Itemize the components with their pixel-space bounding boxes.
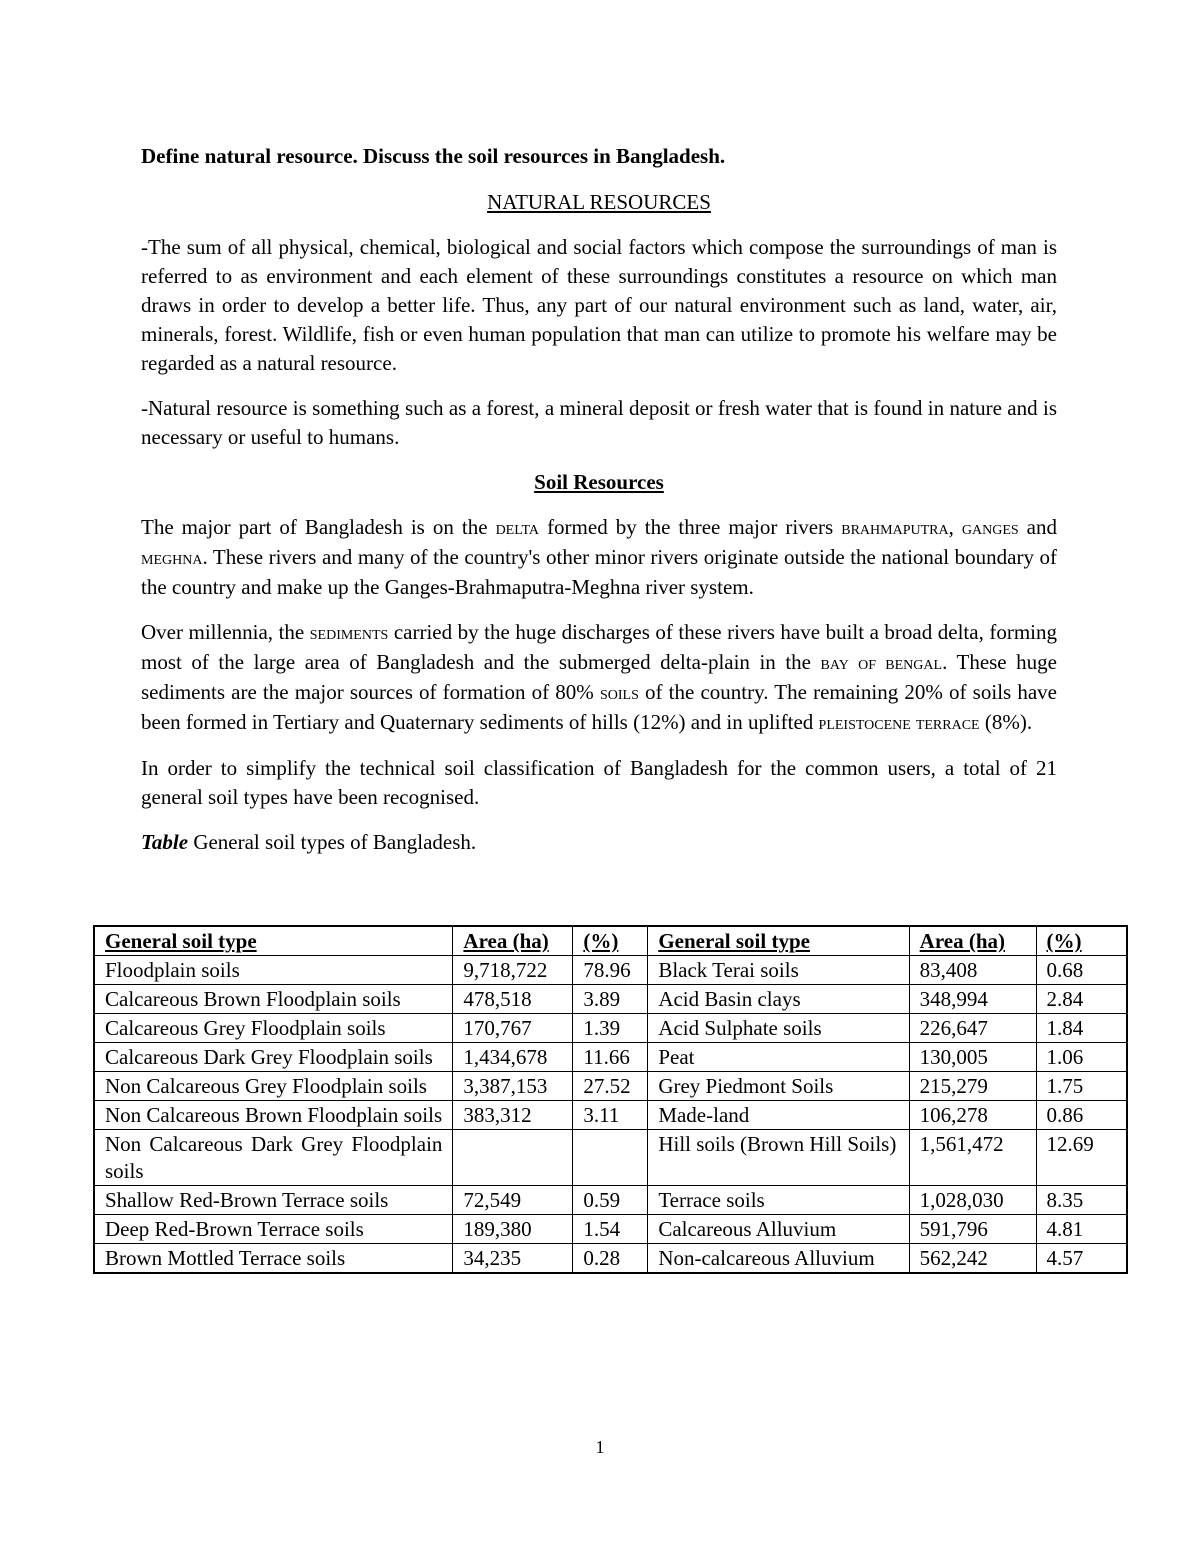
- cell-area-left: [453, 1130, 573, 1186]
- term-ganges: ganges: [961, 517, 1019, 539]
- cell-area-left: 189,380: [453, 1215, 573, 1244]
- cell-percent-left: 11.66: [573, 1043, 648, 1072]
- table-row: [94, 1186, 1127, 1215]
- cell-area-right: 226,647: [909, 1014, 1036, 1043]
- cell-area-left: 9,718,722: [453, 956, 573, 985]
- cell-percent-right: 1.84: [1036, 1014, 1127, 1043]
- paragraph-definition-2: -Natural resource is something such as a forest, a mineral deposit or fresh water that is found in nature and is necessary or useful to humans.: [141, 396, 1057, 449]
- cell-soil-type-left: Floodplain soils: [94, 956, 453, 985]
- cell-soil-type-right: Non-calcareous Alluvium: [648, 1244, 909, 1274]
- header-area-right: Area (ha): [909, 926, 1036, 956]
- paragraph-sediments: [141, 618, 1057, 738]
- cell-area-left: 383,312: [453, 1101, 573, 1130]
- cell-area-right: 1,561,472: [909, 1130, 1036, 1186]
- table-header-row: [94, 926, 1127, 956]
- cell-soil-type-left: Calcareous Grey Floodplain soils: [94, 1014, 453, 1043]
- cell-soil-type-right: Made-land: [648, 1101, 909, 1130]
- cell-area-right: 215,279: [909, 1072, 1036, 1101]
- cell-soil-type-right: Terrace soils: [648, 1186, 909, 1215]
- table-row: [94, 1014, 1127, 1043]
- paragraph-delta: [141, 513, 1057, 602]
- cell-percent-right: 12.69: [1036, 1130, 1127, 1186]
- cell-soil-type-left: Calcareous Dark Grey Floodplain soils: [94, 1043, 453, 1072]
- text-run: . These rivers and many of the country's other minor rivers originate outside the national boundary of the country and make up the Ganges-Brahmaputra-Meghna river system.: [141, 545, 1057, 599]
- cell-soil-type-right: Peat: [648, 1043, 909, 1072]
- cell-area-left: 34,235: [453, 1244, 573, 1274]
- cell-area-left: 170,767: [453, 1014, 573, 1043]
- cell-percent-left: [573, 1130, 648, 1186]
- table-row: [94, 1043, 1127, 1072]
- cell-soil-type-left: Non Calcareous Grey Floodplain soils: [94, 1072, 453, 1101]
- text-run: . These huge sediments are the major sources of formation of 80%: [141, 650, 1057, 704]
- header-soil-type-right: General soil type: [648, 926, 909, 956]
- term-bay-of-bengal: bay of bengal: [820, 652, 943, 674]
- paragraph-soil-types: In order to simplify the technical soil classification of Bangladesh for the common users, a total of 21 general soil types have been recognised.: [141, 756, 1057, 809]
- cell-percent-right: 1.75: [1036, 1072, 1127, 1101]
- cell-soil-type-left: Deep Red-Brown Terrace soils: [94, 1215, 453, 1244]
- cell-soil-type-left: Calcareous Brown Floodplain soils: [94, 985, 453, 1014]
- term-brahmaputra: brahmaputra: [841, 517, 949, 539]
- table-row: [94, 1072, 1127, 1101]
- term-sediments: sediments: [309, 622, 389, 644]
- table-caption-label: Table: [141, 830, 189, 854]
- cell-percent-left: 1.39: [573, 1014, 648, 1043]
- cell-soil-type-left: Non Calcareous Dark Grey Floodplain soils: [94, 1130, 453, 1186]
- cell-area-right: 83,408: [909, 956, 1036, 985]
- cell-area-left: 72,549: [453, 1186, 573, 1215]
- cell-percent-right: 1.06: [1036, 1043, 1127, 1072]
- text-run: carried by the huge discharges of these rivers have built a broad delta, forming most of the large area of Bangladesh and the submerged delta-plain in the: [141, 620, 1057, 674]
- table-row: [94, 985, 1127, 1014]
- table-row: [94, 1101, 1127, 1130]
- table-caption: [141, 828, 1057, 857]
- cell-percent-right: 8.35: [1036, 1186, 1127, 1215]
- table-row: [94, 1130, 1127, 1186]
- cell-percent-left: 1.54: [573, 1215, 648, 1244]
- text-run: (8%).: [979, 710, 1033, 734]
- table-caption-text: General soil types of Bangladesh.: [188, 830, 477, 854]
- document-body: [141, 142, 1057, 867]
- cell-percent-right: 2.84: [1036, 985, 1127, 1014]
- section-heading-natural-resources: NATURAL RESOURCES: [487, 190, 711, 214]
- text-run: Over millennia, the: [141, 620, 310, 644]
- cell-soil-type-right: Hill soils (Brown Hill Soils): [648, 1130, 909, 1186]
- soil-types-table: [93, 925, 1128, 1274]
- cell-percent-right: 0.86: [1036, 1101, 1127, 1130]
- cell-percent-left: 0.59: [573, 1186, 648, 1215]
- cell-percent-left: 78.96: [573, 956, 648, 985]
- cell-soil-type-right: Black Terai soils: [648, 956, 909, 985]
- term-meghna: meghna: [141, 547, 203, 569]
- cell-area-left: 478,518: [453, 985, 573, 1014]
- cell-soil-type-right: Acid Sulphate soils: [648, 1014, 909, 1043]
- cell-soil-type-right: Calcareous Alluvium: [648, 1215, 909, 1244]
- cell-area-left: 3,387,153: [453, 1072, 573, 1101]
- table-row: [94, 1244, 1127, 1274]
- page-number: 1: [595, 1437, 605, 1457]
- cell-area-right: 591,796: [909, 1215, 1036, 1244]
- text-run: The major part of Bangladesh is on the: [141, 515, 496, 539]
- cell-percent-left: 3.89: [573, 985, 648, 1014]
- text-run: formed by the three major rivers: [539, 515, 842, 539]
- table-row: [94, 956, 1127, 985]
- cell-area-right: 106,278: [909, 1101, 1036, 1130]
- header-area-left: Area (ha): [453, 926, 573, 956]
- cell-soil-type-right: Grey Piedmont Soils: [648, 1072, 909, 1101]
- term-soils: soils: [599, 682, 639, 704]
- cell-percent-left: 3.11: [573, 1101, 648, 1130]
- table-body: [94, 956, 1127, 1274]
- section-heading-soil-resources: Soil Resources: [534, 470, 664, 494]
- cell-area-right: 130,005: [909, 1043, 1036, 1072]
- header-soil-type-left: General soil type: [94, 926, 453, 956]
- cell-percent-left: 0.28: [573, 1244, 648, 1274]
- cell-percent-left: 27.52: [573, 1072, 648, 1101]
- text-run: ,: [948, 515, 962, 539]
- cell-area-left: 1,434,678: [453, 1043, 573, 1072]
- cell-percent-right: 4.81: [1036, 1215, 1127, 1244]
- cell-area-right: 562,242: [909, 1244, 1036, 1274]
- text-run: of the country. The remaining 20% of soils have been formed in Tertiary and Quaternary sediments of hills (12%) and in uplifted: [141, 680, 1057, 734]
- cell-area-right: 1,028,030: [909, 1186, 1036, 1215]
- cell-soil-type-right: Acid Basin clays: [648, 985, 909, 1014]
- cell-soil-type-left: Non Calcareous Brown Floodplain soils: [94, 1101, 453, 1130]
- paragraph-definition-1: -The sum of all physical, chemical, biological and social factors which compose the surroundings of man is referred to as environment and each element of these surroundings constitutes a resource on which man draws in order to develop a better life. Thus, any part of our natural environment such as land, water, air, minerals, forest. Wildlife, fish or even human population that man can utilize to promote his welfare may be regarded as a natural resource.: [141, 235, 1057, 375]
- cell-percent-right: 0.68: [1036, 956, 1127, 985]
- header-percent-right: (%): [1036, 926, 1127, 956]
- text-run: and: [1018, 515, 1057, 539]
- header-percent-left: (%): [573, 926, 648, 956]
- term-pleistocene-terrace: pleistocene terrace: [818, 712, 980, 734]
- cell-soil-type-left: Shallow Red-Brown Terrace soils: [94, 1186, 453, 1215]
- question-title: Define natural resource. Discuss the soil resources in Bangladesh.: [141, 144, 726, 168]
- cell-area-right: 348,994: [909, 985, 1036, 1014]
- cell-soil-type-left: Brown Mottled Terrace soils: [94, 1244, 453, 1274]
- cell-percent-right: 4.57: [1036, 1244, 1127, 1274]
- table-row: [94, 1215, 1127, 1244]
- term-delta: delta: [495, 517, 540, 539]
